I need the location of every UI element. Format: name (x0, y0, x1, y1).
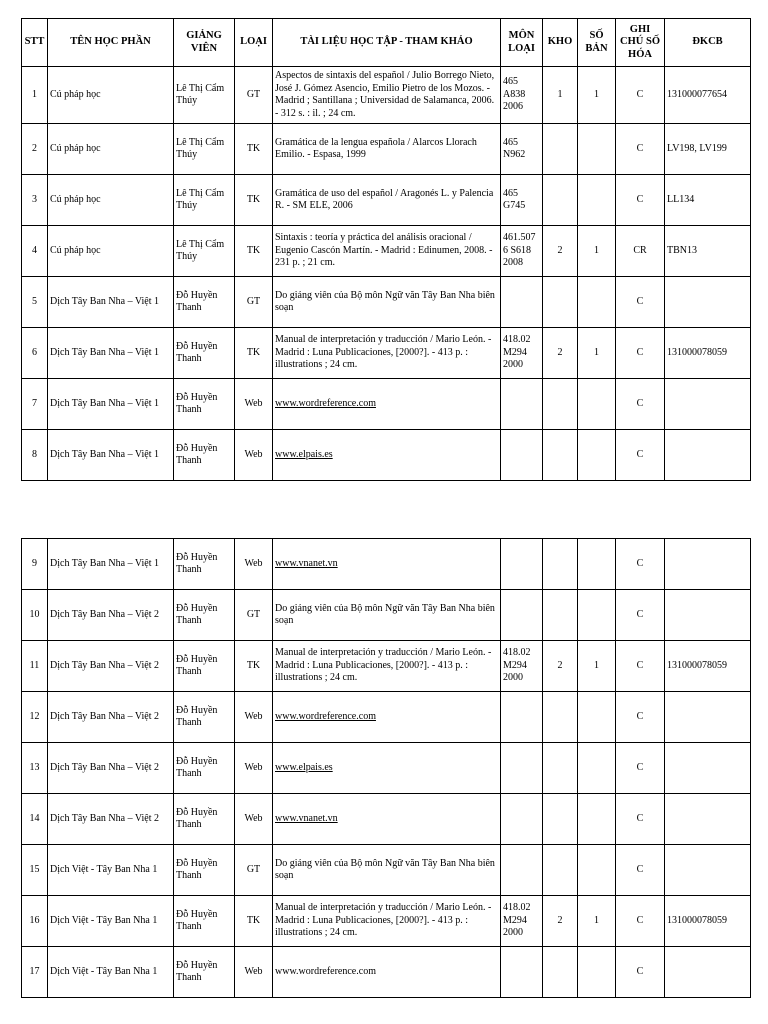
header-material: TÀI LIỆU HỌC TẬP - THAM KHẢO (273, 19, 501, 67)
registration-code (665, 277, 751, 328)
material-description (273, 794, 501, 845)
lecturer-name: Đỗ Huyền Thanh (174, 845, 235, 896)
course-name: Dịch Tây Ban Nha – Việt 1 (48, 379, 174, 430)
classification-code (501, 947, 543, 998)
registration-code (665, 743, 751, 794)
registration-code: 131000078059 (665, 328, 751, 379)
registration-code (665, 845, 751, 896)
website-link[interactable]: www.wordreference.com (275, 710, 376, 722)
material-description (273, 430, 501, 481)
storage-number (543, 692, 578, 743)
registration-code (665, 539, 751, 590)
storage-number: 2 (543, 328, 578, 379)
lecturer-name: Đỗ Huyền Thanh (174, 277, 235, 328)
storage-number (543, 124, 578, 175)
digitization-note: C (616, 590, 665, 641)
table-row (22, 794, 751, 845)
material-type: Web (235, 692, 273, 743)
header-lecturer: GIẢNG VIÊN (174, 19, 235, 67)
header-row (22, 19, 751, 67)
table-row (22, 845, 751, 896)
course-name: Dịch Tây Ban Nha – Việt 2 (48, 641, 174, 692)
table-row (22, 430, 751, 481)
material-description (273, 379, 501, 430)
course-name: Dịch Việt - Tây Ban Nha 1 (48, 896, 174, 947)
digitization-note: C (616, 845, 665, 896)
course-name: Dịch Tây Ban Nha – Việt 2 (48, 794, 174, 845)
table-row (22, 277, 751, 328)
digitization-note: C (616, 277, 665, 328)
copies-count (578, 692, 616, 743)
classification-code (501, 590, 543, 641)
digitization-note: C (616, 124, 665, 175)
lecturer-name: Đỗ Huyền Thanh (174, 743, 235, 794)
digitization-note: C (616, 743, 665, 794)
classification-code: 461.507 6 S618 2008 (501, 226, 543, 277)
table-row (22, 124, 751, 175)
lecturer-name: Lê Thị Cẩm Thúy (174, 124, 235, 175)
table-body-2 (22, 539, 751, 998)
material-type: GT (235, 277, 273, 328)
website-link[interactable]: www.vnanet.vn (275, 557, 338, 569)
lecturer-name: Lê Thị Cẩm Thúy (174, 226, 235, 277)
row-number: 17 (22, 947, 48, 998)
table-row (22, 641, 751, 692)
course-name: Dịch Tây Ban Nha – Việt 2 (48, 692, 174, 743)
reading-list-table-page-1 (21, 18, 751, 481)
digitization-note: CR (616, 226, 665, 277)
copies-count (578, 124, 616, 175)
registration-code (665, 379, 751, 430)
digitization-note: C (616, 67, 665, 124)
course-name: Dịch Việt - Tây Ban Nha 1 (48, 947, 174, 998)
material-description: Gramática de uso del español / Aragonés L. y Palencia R. - SM ELE, 2006 (273, 175, 501, 226)
classification-code (501, 539, 543, 590)
copies-count (578, 947, 616, 998)
copies-count (578, 430, 616, 481)
website-link[interactable]: www.elpais.es (275, 761, 333, 773)
table-row (22, 226, 751, 277)
storage-number (543, 430, 578, 481)
material-type: Web (235, 743, 273, 794)
classification-code: 418.02 M294 2000 (501, 641, 543, 692)
material-description: Do giảng viên của Bộ môn Ngữ văn Tây Ban Nha biên soạn (273, 845, 501, 896)
header-storage: KHO (543, 19, 578, 67)
registration-code (665, 794, 751, 845)
table-body-1 (22, 67, 751, 481)
classification-code: 418.02 M294 2000 (501, 328, 543, 379)
row-number: 11 (22, 641, 48, 692)
header-registration-code: ĐKCB (665, 19, 751, 67)
course-name: Dịch Tây Ban Nha – Việt 2 (48, 590, 174, 641)
header-copies: SỐ BẢN (578, 19, 616, 67)
material-type: TK (235, 328, 273, 379)
table-row (22, 379, 751, 430)
digitization-note: C (616, 794, 665, 845)
storage-number (543, 175, 578, 226)
copies-count: 1 (578, 67, 616, 124)
lecturer-name: Đỗ Huyền Thanh (174, 430, 235, 481)
copies-count (578, 175, 616, 226)
material-type: Web (235, 947, 273, 998)
material-type: Web (235, 794, 273, 845)
material-type: Web (235, 379, 273, 430)
row-number: 7 (22, 379, 48, 430)
table-row (22, 743, 751, 794)
row-number: 16 (22, 896, 48, 947)
copies-count: 1 (578, 226, 616, 277)
material-type: GT (235, 67, 273, 124)
material-type: Web (235, 539, 273, 590)
storage-number (543, 743, 578, 794)
storage-number (543, 590, 578, 641)
copies-count (578, 379, 616, 430)
classification-code (501, 379, 543, 430)
row-number: 5 (22, 277, 48, 328)
course-name: Dịch Tây Ban Nha – Việt 1 (48, 430, 174, 481)
material-description: Do giảng viên của Bộ môn Ngữ văn Tây Ban Nha biên soạn (273, 590, 501, 641)
lecturer-name: Đỗ Huyền Thanh (174, 794, 235, 845)
header-digitization-note: GHI CHÚ SỐ HÓA (616, 19, 665, 67)
material-description: www.wordreference.com (273, 947, 501, 998)
website-link[interactable]: www.vnanet.vn (275, 812, 338, 824)
lecturer-name: Đỗ Huyền Thanh (174, 641, 235, 692)
copies-count: 1 (578, 328, 616, 379)
row-number: 8 (22, 430, 48, 481)
classification-code (501, 430, 543, 481)
registration-code (665, 692, 751, 743)
row-number: 10 (22, 590, 48, 641)
row-number: 2 (22, 124, 48, 175)
row-number: 14 (22, 794, 48, 845)
material-type: TK (235, 175, 273, 226)
copies-count: 1 (578, 896, 616, 947)
material-type: TK (235, 124, 273, 175)
classification-code: 465 G745 (501, 175, 543, 226)
storage-number (543, 794, 578, 845)
row-number: 15 (22, 845, 48, 896)
material-type: Web (235, 430, 273, 481)
header-type: LOẠI (235, 19, 273, 67)
digitization-note: C (616, 947, 665, 998)
course-name: Dịch Tây Ban Nha – Việt 1 (48, 539, 174, 590)
row-number: 1 (22, 67, 48, 124)
material-description (273, 692, 501, 743)
lecturer-name: Đỗ Huyền Thanh (174, 590, 235, 641)
table-row (22, 947, 751, 998)
lecturer-name: Lê Thị Cẩm Thúy (174, 67, 235, 124)
course-name: Cú pháp học (48, 175, 174, 226)
table-row (22, 590, 751, 641)
material-description: Gramática de la lengua española / Alarcos Llorach Emilio. - Espasa, 1999 (273, 124, 501, 175)
digitization-note: C (616, 328, 665, 379)
registration-code (665, 430, 751, 481)
row-number: 13 (22, 743, 48, 794)
course-name: Cú pháp học (48, 124, 174, 175)
course-name: Dịch Tây Ban Nha – Việt 1 (48, 328, 174, 379)
storage-number (543, 845, 578, 896)
course-name: Dịch Tây Ban Nha – Việt 2 (48, 743, 174, 794)
classification-code (501, 277, 543, 328)
row-number: 6 (22, 328, 48, 379)
lecturer-name: Đỗ Huyền Thanh (174, 692, 235, 743)
registration-code: 131000078059 (665, 641, 751, 692)
lecturer-name: Đỗ Huyền Thanh (174, 379, 235, 430)
storage-number (543, 539, 578, 590)
material-description: Manual de interpretación y traducción / Mario León. - Madrid : Luna Publicaciones, [2000?]. - 413 p. : illustrations ; 24 cm. (273, 328, 501, 379)
copies-count (578, 277, 616, 328)
material-description (273, 539, 501, 590)
row-number: 9 (22, 539, 48, 590)
storage-number (543, 947, 578, 998)
digitization-note: C (616, 175, 665, 226)
course-name: Dịch Tây Ban Nha – Việt 1 (48, 277, 174, 328)
lecturer-name: Đỗ Huyền Thanh (174, 896, 235, 947)
digitization-note: C (616, 430, 665, 481)
table-row (22, 67, 751, 124)
digitization-note: C (616, 539, 665, 590)
material-description: Manual de interpretación y traducción / Mario León. - Madrid : Luna Publicaciones, [2000?]. - 413 p. : illustrations ; 24 cm. (273, 896, 501, 947)
lecturer-name: Đỗ Huyền Thanh (174, 328, 235, 379)
material-description: Aspectos de sintaxis del español / Julio Borrego Nieto, José J. Gómez Asencio, Emilio Pietro de los Mozos. - Madrid ; Santillana ; Universidad de Salamanca, 2006. - 312 s. : il. ; 24 cm. (273, 67, 501, 124)
classification-code (501, 692, 543, 743)
storage-number: 2 (543, 896, 578, 947)
lecturer-name: Đỗ Huyền Thanh (174, 539, 235, 590)
digitization-note: C (616, 896, 665, 947)
material-type: TK (235, 641, 273, 692)
registration-code: LL134 (665, 175, 751, 226)
table-row (22, 539, 751, 590)
material-description (273, 743, 501, 794)
registration-code: 131000078059 (665, 896, 751, 947)
storage-number (543, 277, 578, 328)
table-row (22, 896, 751, 947)
registration-code (665, 590, 751, 641)
course-name: Cú pháp học (48, 67, 174, 124)
storage-number: 1 (543, 67, 578, 124)
registration-code: TBN13 (665, 226, 751, 277)
table-row (22, 328, 751, 379)
header-course-name: TÊN HỌC PHẦN (48, 19, 174, 67)
course-name: Cú pháp học (48, 226, 174, 277)
classification-code (501, 794, 543, 845)
copies-count (578, 743, 616, 794)
classification-code: 465 A838 2006 (501, 67, 543, 124)
table-row (22, 175, 751, 226)
row-number: 12 (22, 692, 48, 743)
registration-code: 131000077654 (665, 67, 751, 124)
registration-code (665, 947, 751, 998)
header-stt: STT (22, 19, 48, 67)
website-link[interactable]: www.elpais.es (275, 448, 333, 460)
copies-count (578, 794, 616, 845)
classification-code: 465 N962 (501, 124, 543, 175)
material-description: Manual de interpretación y traducción / Mario León. - Madrid : Luna Publicaciones, [2000?]. - 413 p. : illustrations ; 24 cm. (273, 641, 501, 692)
copies-count (578, 590, 616, 641)
copies-count (578, 539, 616, 590)
lecturer-name: Lê Thị Cẩm Thúy (174, 175, 235, 226)
copies-count (578, 845, 616, 896)
reading-list-table-page-2 (21, 538, 751, 998)
copies-count: 1 (578, 641, 616, 692)
website-link[interactable]: www.wordreference.com (275, 397, 376, 409)
row-number: 4 (22, 226, 48, 277)
course-name: Dịch Việt - Tây Ban Nha 1 (48, 845, 174, 896)
material-type: GT (235, 845, 273, 896)
material-description: Do giảng viên của Bộ môn Ngữ văn Tây Ban Nha biên soạn (273, 277, 501, 328)
digitization-note: C (616, 379, 665, 430)
classification-code: 418.02 M294 2000 (501, 896, 543, 947)
material-type: TK (235, 896, 273, 947)
digitization-note: C (616, 692, 665, 743)
header-classification: MÔN LOẠI (501, 19, 543, 67)
material-type: TK (235, 226, 273, 277)
row-number: 3 (22, 175, 48, 226)
classification-code (501, 743, 543, 794)
lecturer-name: Đỗ Huyền Thanh (174, 947, 235, 998)
storage-number: 2 (543, 641, 578, 692)
storage-number: 2 (543, 226, 578, 277)
material-description: Sintaxis : teoría y práctica del análisis oracional / Eugenio Cascón Martín. - Madrid : Edinumen, 2008. - 231 p. ; 21 cm. (273, 226, 501, 277)
table-row (22, 692, 751, 743)
registration-code: LV198, LV199 (665, 124, 751, 175)
classification-code (501, 845, 543, 896)
material-type: GT (235, 590, 273, 641)
storage-number (543, 379, 578, 430)
digitization-note: C (616, 641, 665, 692)
